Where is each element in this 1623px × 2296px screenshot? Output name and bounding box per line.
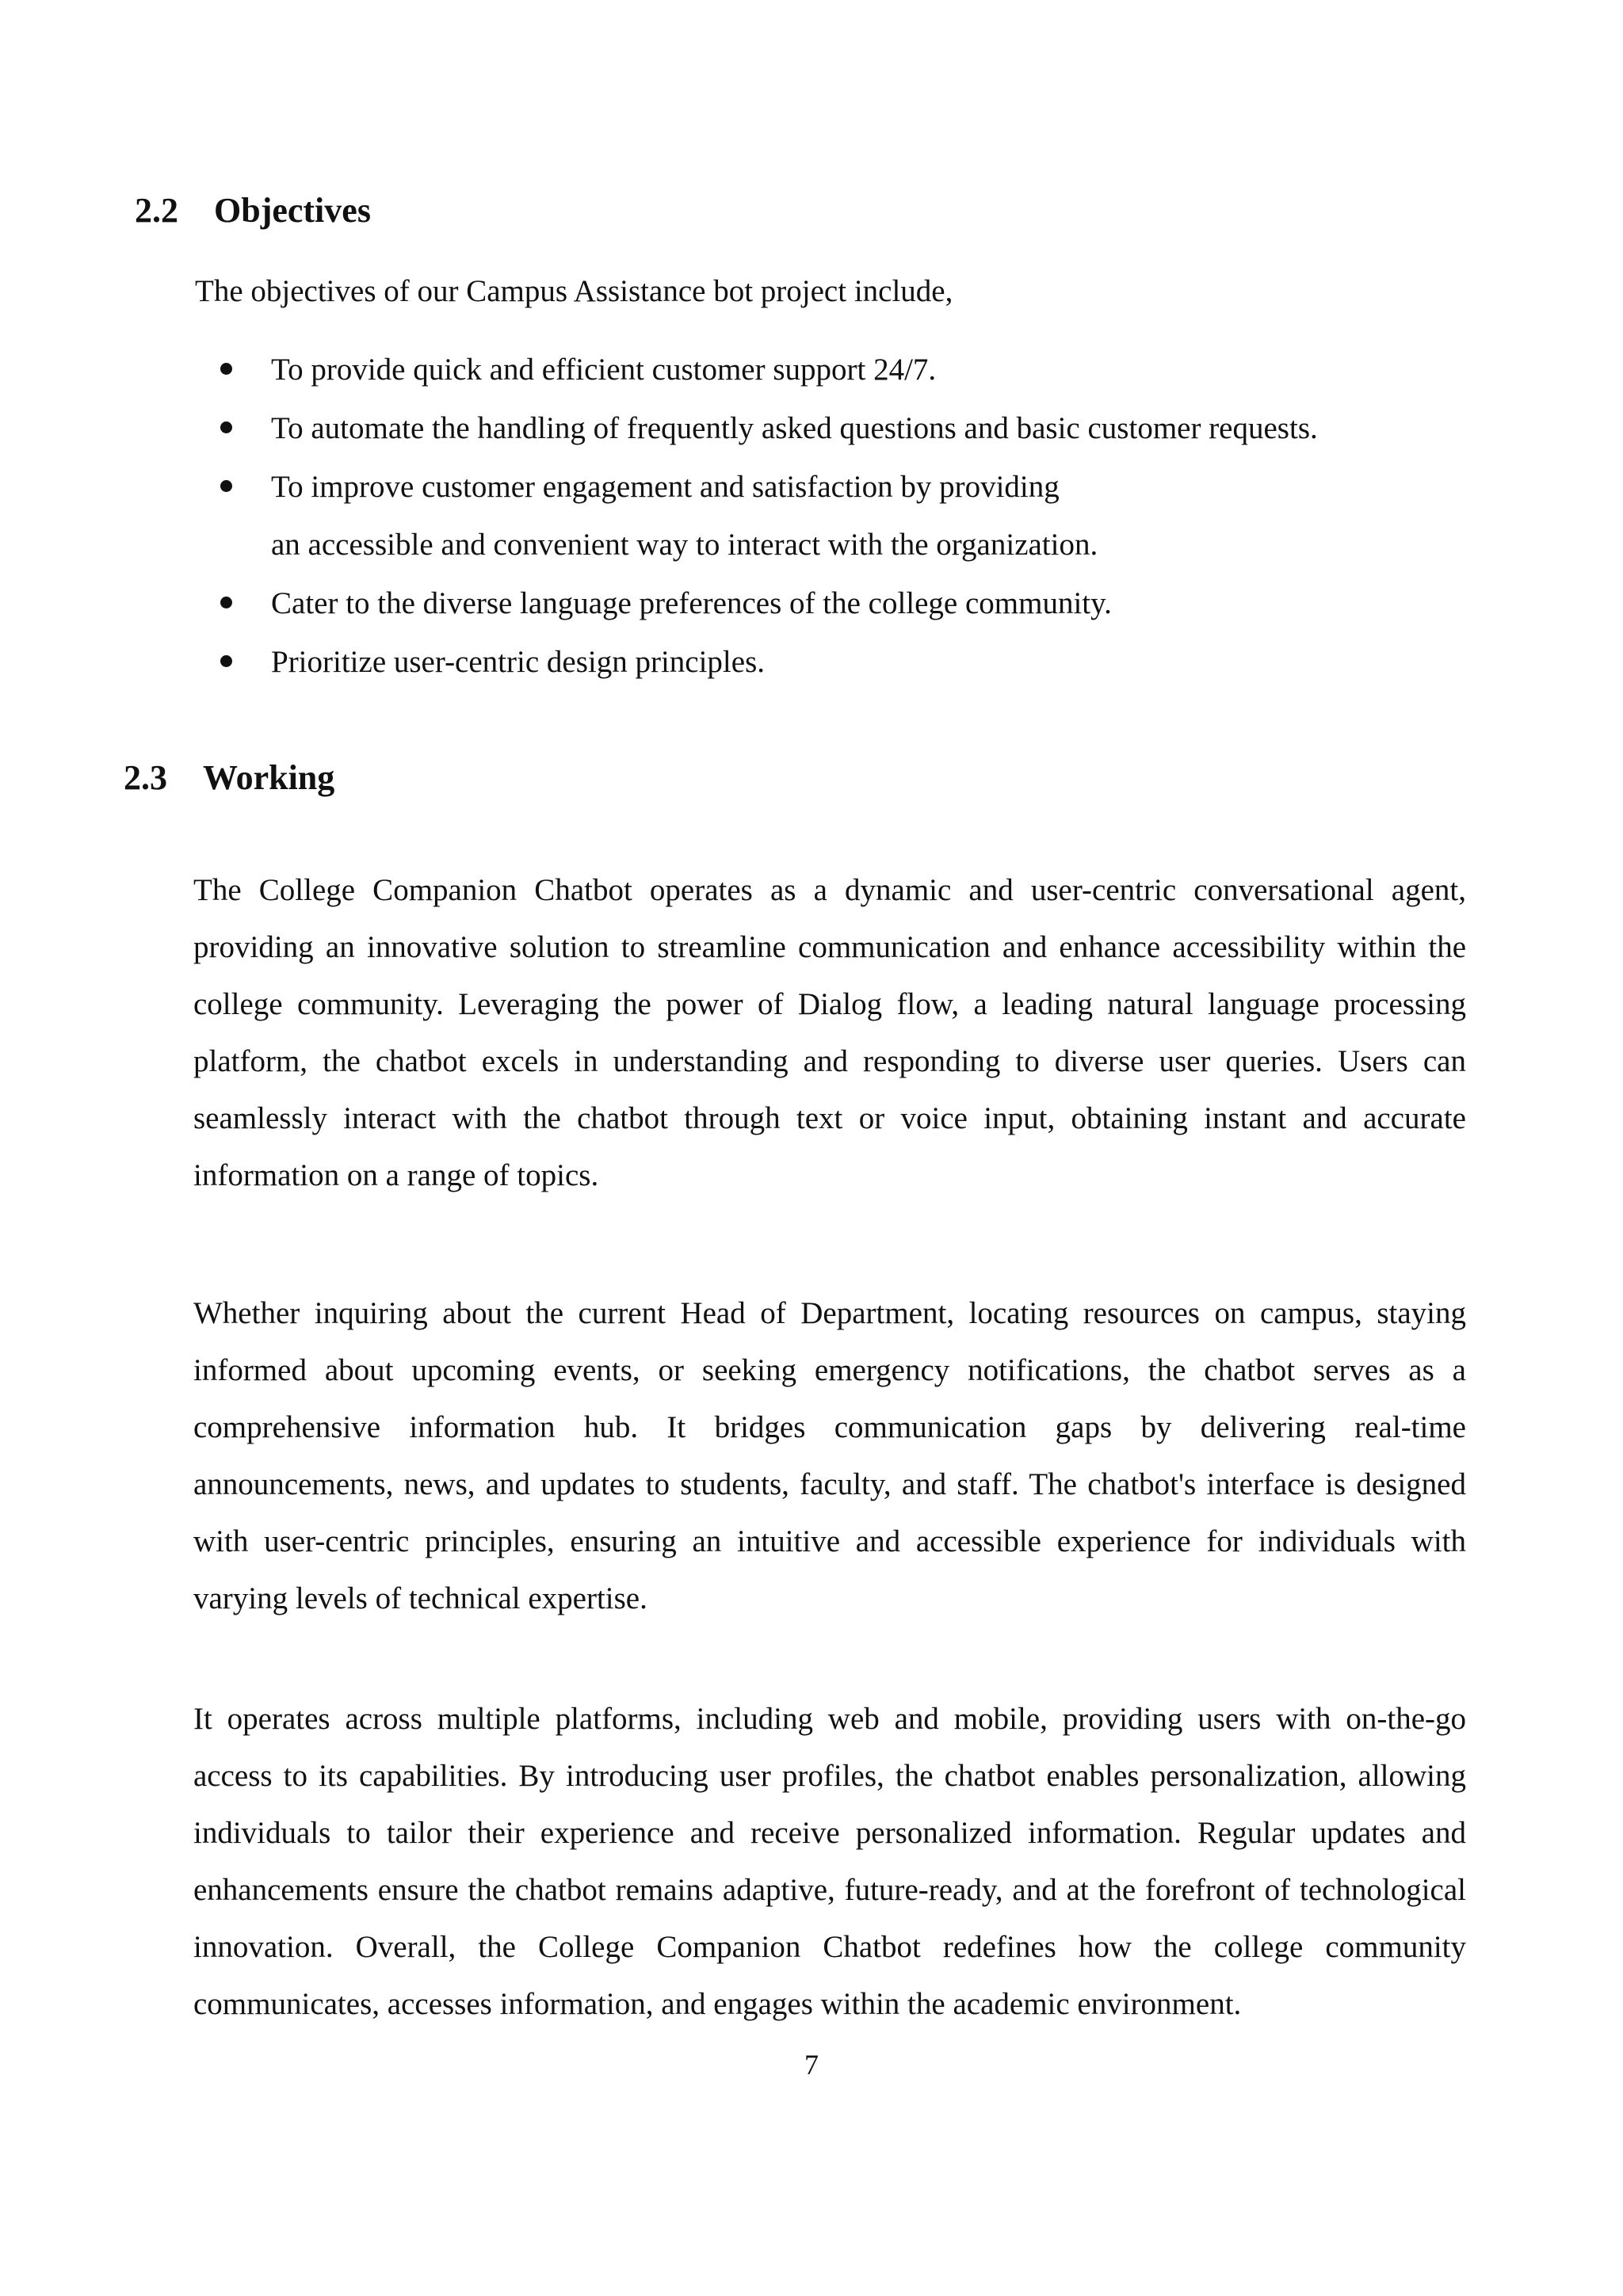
bullet-icon bbox=[220, 421, 232, 433]
page-number: 7 bbox=[804, 2049, 819, 2081]
list-item-text: Cater to the diverse language preferences of the college community. bbox=[271, 586, 1112, 620]
list-item-text: Prioritize user-centric design principles. bbox=[271, 645, 766, 679]
section-number: 2.3 bbox=[124, 758, 167, 797]
working-paragraph: Whether inquiring about the current Head of Department, locating resources on campus, staying informed about upcoming events, or seeking emergency notifications, the chatbot serves as a comprehensive information hub. It bridges communication gaps by delivering real-time announcements, news, and updates to students, faculty, and staff. The chatbot's interface is designed with user-centric principles, ensuring an intuitive and accessible experience for individuals with varying levels of technical expertise. bbox=[193, 1296, 1466, 1615]
section-title: Objectives bbox=[214, 191, 371, 230]
list-item-text: To provide quick and efficient customer support 24/7. bbox=[271, 353, 937, 387]
working-paragraph: The College Companion Chatbot operates as a dynamic and user-centric conversational agent, providing an innovative solution to streamline communication and enhance accessibility within the college community. Leveraging the power of Dialog flow, a leading natural language processing platform, the chatbot excels in understanding and responding to diverse user queries. Users can seamlessly interact with the chatbot through text or voice input, obtaining instant and accurate information on a range of topics. bbox=[193, 873, 1466, 1192]
section-number: 2.2 bbox=[135, 191, 178, 230]
bullet-icon bbox=[220, 597, 232, 608]
bullet-icon bbox=[220, 363, 232, 375]
objectives-intro: The objectives of our Campus Assistance bot project include, bbox=[195, 274, 953, 308]
bullet-icon bbox=[220, 480, 232, 492]
list-item-text: To automate the handling of frequently asked questions and basic customer requests. bbox=[271, 411, 1318, 445]
section-heading-working bbox=[124, 757, 334, 799]
section-heading-objectives bbox=[135, 190, 371, 231]
working-paragraph: It operates across multiple platforms, including web and mobile, providing users with on-the-go access to its capabilities. By introducing user profiles, the chatbot enables personalization, allowing individuals to tailor their experience and receive personalized information. Regular updates and enhancements ensure the chatbot remains adaptive, future-ready, and at the forefront of technological innovation. Overall, the College Companion Chatbot redefines how the college community communicates, accesses information, and engages within the academic environment. bbox=[193, 1702, 1466, 2021]
section-title: Working bbox=[203, 758, 335, 797]
bullet-icon bbox=[220, 655, 232, 667]
list-item-continuation: an accessible and convenient way to interact with the organization. bbox=[271, 528, 1098, 562]
list-item-text-multiline bbox=[271, 458, 1476, 574]
list-item-text: To improve customer engagement and satisfaction by providing bbox=[271, 470, 1060, 504]
